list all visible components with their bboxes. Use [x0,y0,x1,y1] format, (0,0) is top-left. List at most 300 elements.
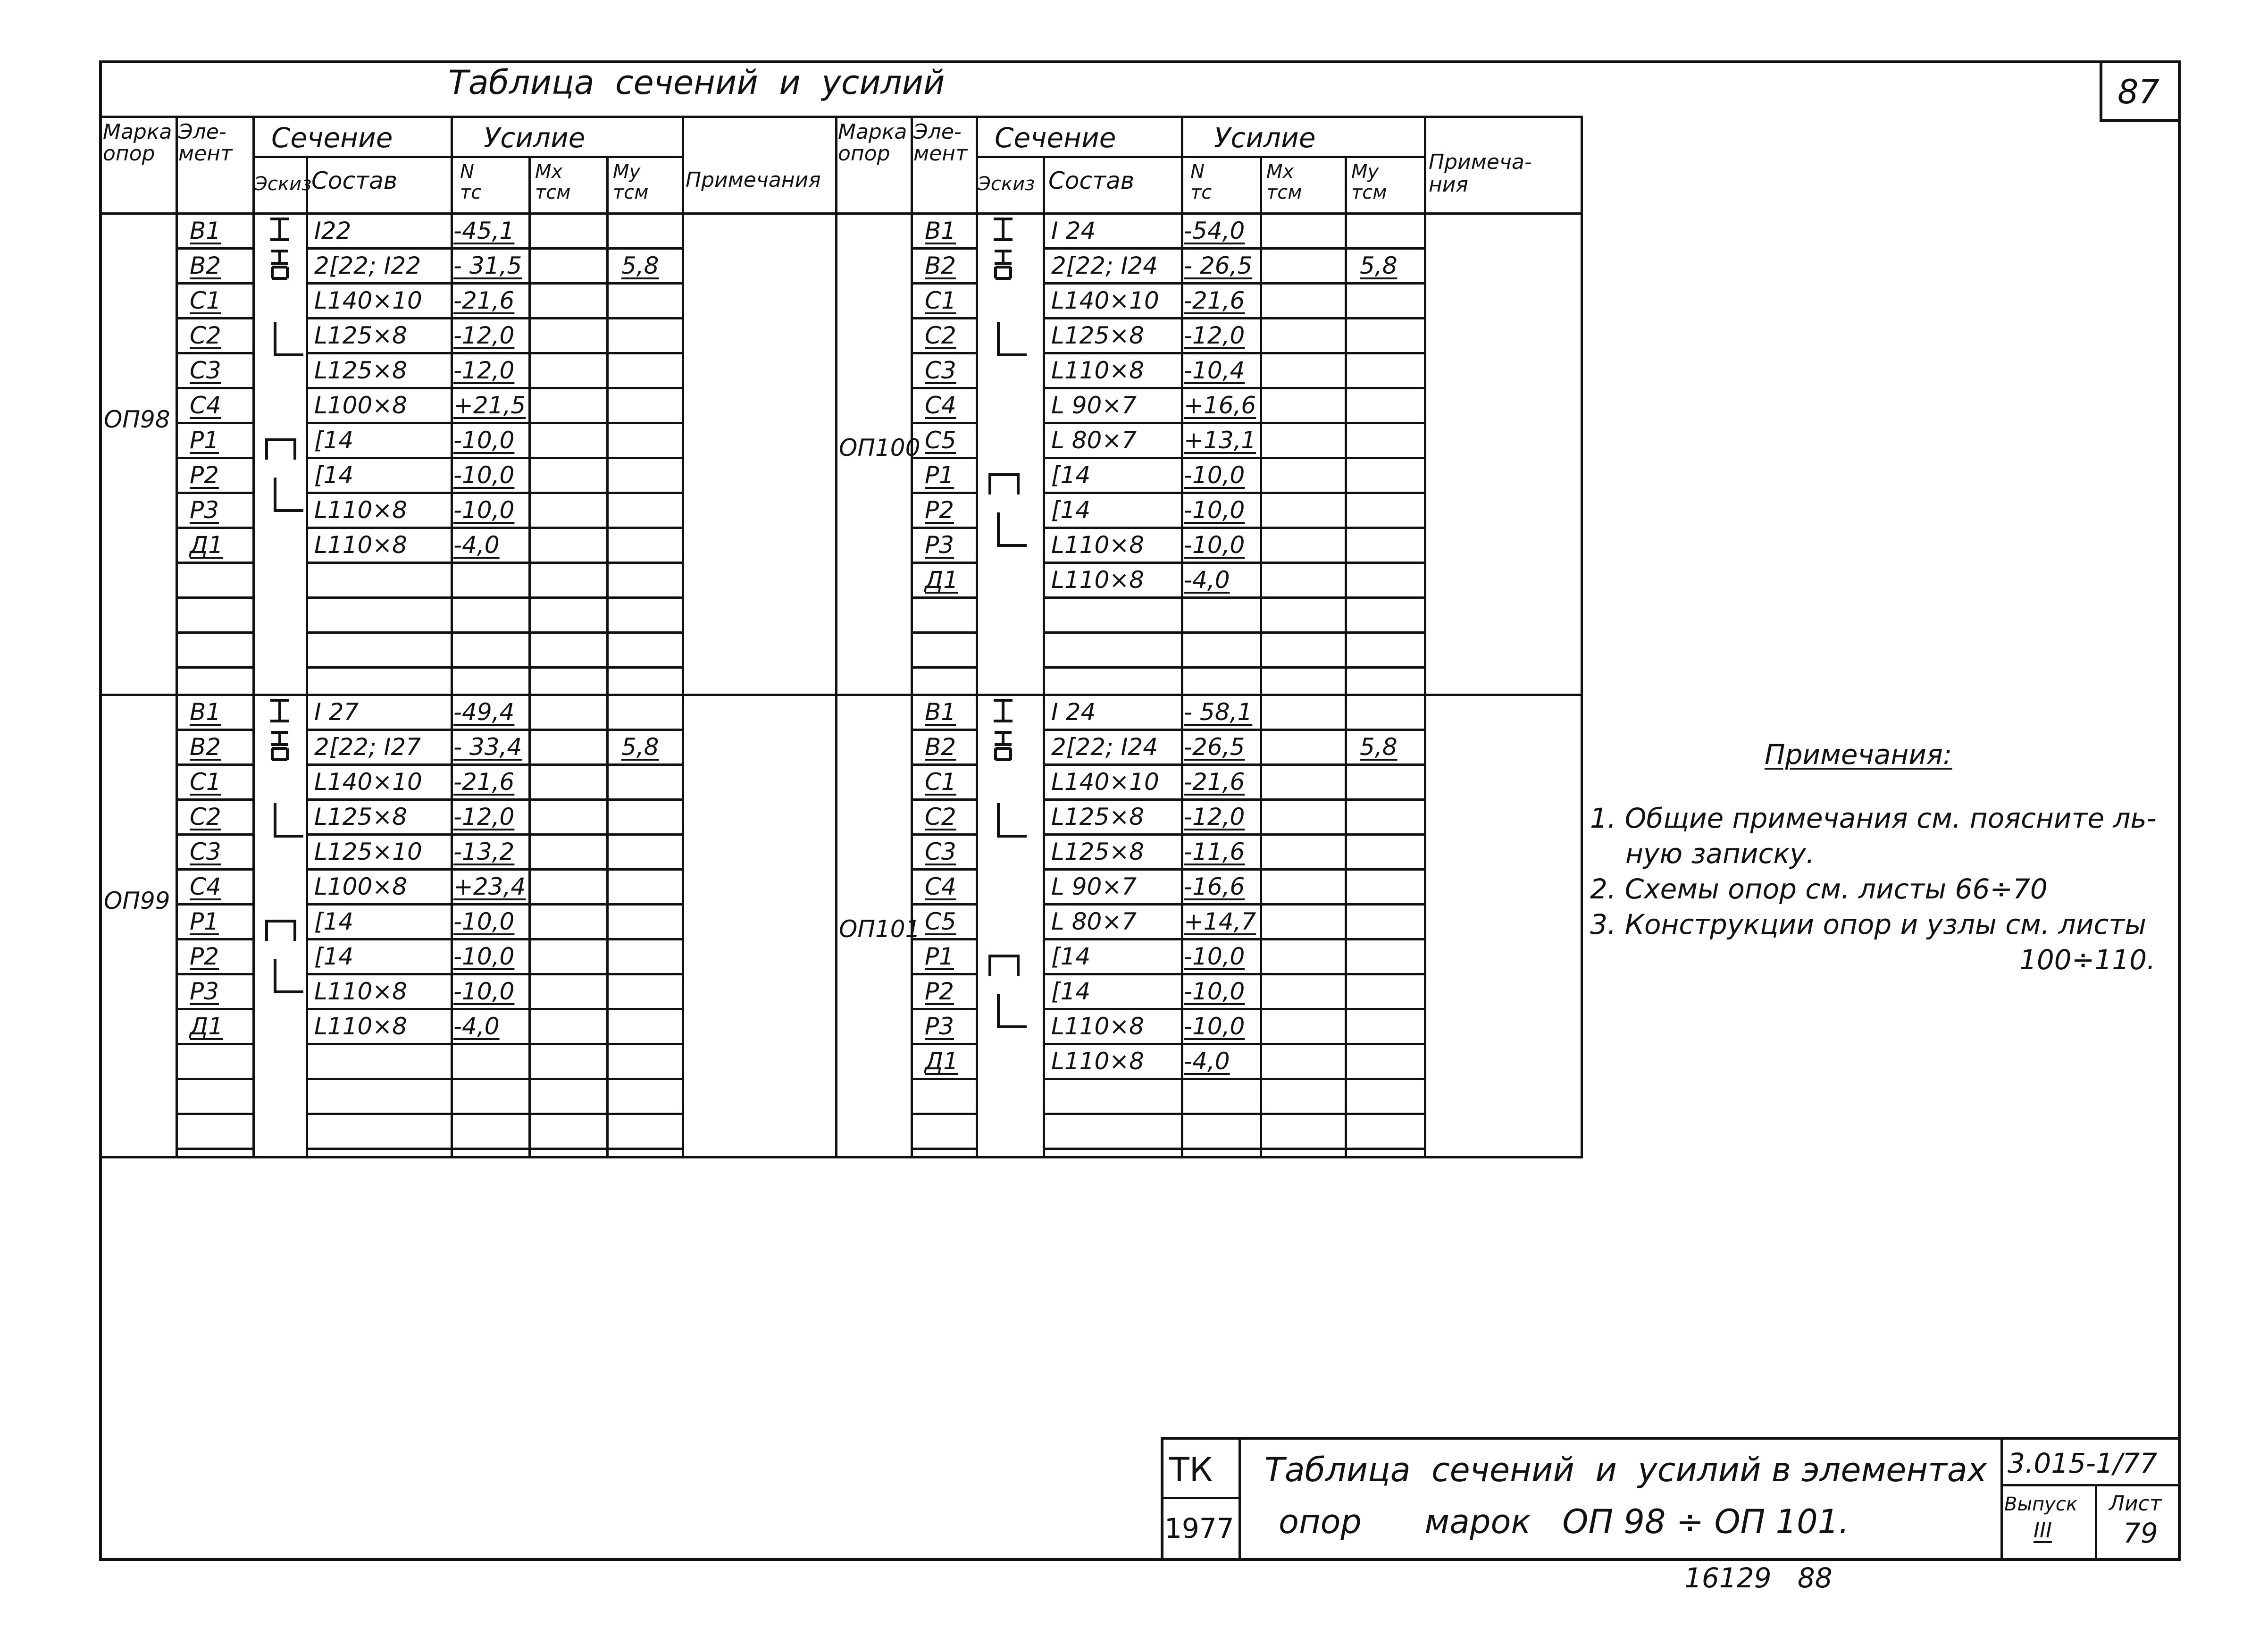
row-rule [911,729,976,731]
col-rule [306,156,308,1156]
row-rule [176,596,252,599]
compound-section-sketch-icon [989,730,1022,768]
left-n-value: -10,0 [453,461,515,489]
left-n-header: N тс [460,161,482,203]
right-n-value: -16,6 [1184,873,1245,900]
right-n-value: - 26,5 [1184,252,1253,279]
row-rule [1043,903,1424,906]
right-element-label: С1 [925,768,956,796]
row-rule [911,973,976,975]
right-n-value: -10,0 [1184,1013,1245,1040]
row-rule [306,631,682,634]
angle-section-sketch-icon [271,478,304,515]
left-element-label: В1 [190,698,221,726]
row-rule [911,868,976,871]
row-rule [911,247,976,250]
channel-section-sketch-icon [987,952,1020,990]
left-composition-value: L110×8 [314,978,407,1005]
right-element-label: С1 [925,287,956,314]
angle-section-sketch-icon [271,959,304,997]
row-rule [176,562,252,564]
row-rule [1043,973,1424,975]
stamp-issue-value: III [2034,1518,2052,1543]
row-rule [911,938,976,940]
right-element-label: С3 [925,357,956,384]
left-element-label: Д1 [190,1013,223,1040]
angle-section-sketch-icon [995,803,1028,841]
row-rule [306,729,682,731]
left-my-header: Му тсм [613,161,649,203]
table-top-rule [100,116,1583,118]
left-element-label: С4 [190,392,221,419]
left-element-label: С1 [190,287,221,314]
note-line-2: ную записку. [1625,838,1815,870]
right-composition-value: L 80×7 [1051,908,1137,935]
row-rule [176,1008,252,1010]
left-element-label: В1 [190,217,221,244]
row-rule [1043,352,1424,354]
row-rule [911,1008,976,1010]
left-element-header: Эле- мент [178,120,233,166]
right-n-value: -10,0 [1184,461,1245,489]
stamp-issue-label: Выпуск [2004,1493,2077,1515]
col-rule [911,116,913,1156]
col-rule [835,116,837,1156]
col-rule [606,156,609,1156]
right-composition-value: L125×8 [1051,803,1144,830]
right-composition-value: [14 [1051,461,1091,489]
row-rule [176,387,252,389]
row-rule [306,798,682,801]
left-n-value: -21,6 [453,287,515,314]
compound-section-sketch-icon [266,249,299,287]
left-block-mark: ОП98 [104,406,170,434]
row-rule [306,868,682,871]
right-composition-value: L125×8 [1051,322,1144,349]
right-composition-value: L110×8 [1051,1048,1144,1075]
left-composition-value: [14 [314,427,354,454]
right-sketch-header: Эскиз [978,173,1035,195]
right-n-value: -10,0 [1184,943,1245,970]
left-n-value: - 31,5 [453,252,522,279]
right-n-value: -26,5 [1184,733,1245,761]
right-element-label: В2 [925,733,956,761]
stamp-org: ТК [1169,1451,1213,1489]
col-rule [1424,116,1426,1156]
right-composition-value: 2[22; I24 [1051,733,1158,761]
section-subheader-rule [252,156,451,158]
angle-section-sketch-icon [271,322,304,360]
col-rule [1345,156,1347,1156]
stamp-title-line1: Таблица сечений и усилий в элементах [1264,1451,1987,1489]
left-composition-value: L110×8 [314,1013,407,1040]
row-rule [306,903,682,906]
row-rule [306,1078,682,1080]
right-element-label: Р1 [925,943,954,970]
compound-section-sketch-icon [989,249,1022,287]
right-element-label: С2 [925,803,956,830]
left-element-label: Р3 [190,978,219,1005]
right-n-value: -4,0 [1184,566,1230,594]
note-line-1: 1. Общие примечания см. поясните ль- [1590,802,2157,834]
left-n-value: -45,1 [453,217,515,244]
row-rule [1043,1043,1424,1045]
row-rule [306,457,682,459]
row-rule [911,763,976,766]
right-element-label: Д1 [925,1048,958,1075]
left-composition-value: [14 [314,943,354,970]
row-rule [176,317,252,319]
right-composition-value: L110×8 [1051,1013,1144,1040]
left-element-label: С1 [190,768,221,796]
left-composition-value: L125×8 [314,322,407,349]
col-rule [451,116,453,1156]
left-composition-value: L125×8 [314,803,407,830]
left-n-value: -12,0 [453,803,515,830]
left-composition-value: L110×8 [314,496,407,524]
right-composition-value: L 90×7 [1051,873,1137,900]
row-rule [911,903,976,906]
left-n-value: -12,0 [453,322,515,349]
left-composition-value: L100×8 [314,873,407,900]
left-sketch-header: Эскиз [254,173,312,195]
right-n-value: -21,6 [1184,287,1245,314]
row-rule [306,596,682,599]
ibeam-section-sketch-icon [989,696,1022,734]
row-rule [1043,282,1424,285]
left-composition-value: L100×8 [314,392,407,419]
row-rule [176,903,252,906]
row-rule [306,562,682,564]
row-rule [911,317,976,319]
left-block-mark: ОП99 [104,887,170,915]
left-force-header: Усилие [484,122,586,154]
left-my-value: 5,8 [621,733,659,761]
row-rule [911,1078,976,1080]
left-element-label: Р2 [190,461,219,489]
right-composition-value: I 24 [1051,217,1096,244]
row-rule [1043,798,1424,801]
force-subheader-rule [1181,156,1424,158]
row-rule [911,457,976,459]
right-element-label: С4 [925,873,956,900]
row-rule [1043,387,1424,389]
channel-section-sketch-icon [987,471,1020,509]
col-rule [682,116,684,1156]
row-rule [176,457,252,459]
col-rule [252,116,255,1156]
ibeam-section-sketch-icon [266,215,299,253]
left-n-value: -10,0 [453,908,515,935]
left-mark-header: Марка опор [103,120,172,166]
right-n-value: -10,4 [1184,357,1245,384]
left-composition-value: L125×10 [314,838,422,865]
right-element-label: Р2 [925,496,954,524]
row-rule [1043,868,1424,871]
row-rule [176,666,252,669]
header-bottom-rule [100,212,1583,215]
row-rule [176,868,252,871]
row-rule [1043,1008,1424,1010]
right-n-value: -54,0 [1184,217,1245,244]
left-composition-value: L140×10 [314,287,422,314]
right-element-label: С5 [925,908,956,935]
right-my-value: 5,8 [1360,733,1398,761]
row-rule [306,666,682,669]
right-composition-value: L110×8 [1051,357,1144,384]
right-n-value: -11,6 [1184,838,1245,865]
sheet-number: 87 [2117,73,2160,111]
left-n-value: -10,0 [453,943,515,970]
right-composition-value: [14 [1051,943,1091,970]
left-n-value: +23,4 [453,873,526,900]
row-rule [911,833,976,836]
right-composition-value: L125×8 [1051,838,1144,865]
right-element-header: Эле- мент [913,120,968,166]
row-rule [911,527,976,529]
row-rule [176,631,252,634]
row-rule [1043,422,1424,424]
row-rule [306,938,682,940]
left-element-label: С2 [190,803,221,830]
left-composition-value: I22 [314,217,351,244]
left-n-value: +21,5 [453,392,526,419]
right-element-label: С3 [925,838,956,865]
left-composition-value: 2[22; I22 [314,252,421,279]
stamp-year: 1977 [1164,1512,1234,1544]
left-n-value: -10,0 [453,427,515,454]
row-rule [176,527,252,529]
row-rule [306,317,682,319]
left-n-value: -21,6 [453,768,515,796]
right-n-value: -12,0 [1184,803,1245,830]
block-separator-rule [100,694,1583,696]
row-rule [176,282,252,285]
row-rule [1043,1078,1424,1080]
left-my-value: 5,8 [621,252,659,279]
stamp-title-line2: опор марок ОП 98 ÷ ОП 101. [1279,1502,1850,1541]
left-element-label: С2 [190,322,221,349]
right-element-label: Р3 [925,1013,954,1040]
right-composition-header: Состав [1048,167,1135,194]
row-rule [911,1148,976,1150]
right-composition-value: L110×8 [1051,531,1144,559]
left-element-label: С4 [190,873,221,900]
row-rule [176,1113,252,1115]
row-rule [1043,562,1424,564]
row-rule [306,973,682,975]
row-rule [176,492,252,494]
right-n-value: +13,1 [1184,427,1256,454]
right-composition-value: I 24 [1051,698,1096,726]
angle-section-sketch-icon [995,512,1028,550]
row-rule [176,833,252,836]
left-composition-value: 2[22; I27 [314,733,421,761]
row-rule [176,352,252,354]
right-block-mark: ОП101 [839,915,921,943]
row-rule [306,422,682,424]
row-rule [176,938,252,940]
right-my-header: Му тсм [1351,161,1387,203]
row-rule [1043,666,1424,669]
row-rule [1043,457,1424,459]
row-rule [911,596,976,599]
force-subheader-rule [451,156,682,158]
left-n-value: -4,0 [453,531,500,559]
left-composition-value: I 27 [314,698,359,726]
right-composition-value: L 80×7 [1051,427,1137,454]
row-rule [306,1148,682,1150]
right-element-label: Р2 [925,978,954,1005]
row-rule [1043,763,1424,766]
row-rule [1043,631,1424,634]
left-composition-value: L125×8 [314,357,407,384]
left-n-value: -12,0 [453,357,515,384]
row-rule [306,352,682,354]
left-composition-value: [14 [314,461,354,489]
row-rule [911,387,976,389]
col-rule [176,116,178,1156]
right-composition-value: L110×8 [1051,566,1144,594]
row-rule [911,562,976,564]
left-notes-header: Примечания [686,168,821,192]
table-title: Таблица сечений и усилий [448,63,945,102]
right-element-label: С2 [925,322,956,349]
row-rule [911,1043,976,1045]
angle-section-sketch-icon [271,803,304,841]
right-element-label: В1 [925,698,956,726]
angle-section-sketch-icon [995,994,1028,1032]
stamp-sheet-label: Лист [2109,1492,2162,1516]
table-bottom-rule [100,1156,1583,1158]
row-rule [1043,833,1424,836]
left-n-value: -49,4 [453,698,515,726]
row-rule [306,527,682,529]
right-composition-value: [14 [1051,978,1091,1005]
channel-section-sketch-icon [264,436,297,474]
left-composition-value: L110×8 [314,531,407,559]
right-element-label: С4 [925,392,956,419]
right-mark-header: Марка опор [838,120,907,166]
note-line-3: 2. Схемы опор см. листы 66÷70 [1590,873,2048,905]
row-rule [306,1043,682,1045]
right-n-value: -10,0 [1184,496,1245,524]
right-n-value: -4,0 [1184,1048,1230,1075]
left-element-label: Р1 [190,427,219,454]
right-n-value: +14,7 [1184,908,1256,935]
col-rule [1181,116,1183,1156]
row-rule [176,422,252,424]
right-composition-value: L140×10 [1051,768,1159,796]
row-rule [306,1113,682,1115]
right-element-label: Р3 [925,531,954,559]
row-rule [306,833,682,836]
right-notes-header: Примеча- ния [1429,150,1532,197]
right-element-label: В1 [925,217,956,244]
left-element-label: С3 [190,838,221,865]
row-rule [176,1078,252,1080]
left-n-value: -10,0 [453,978,515,1005]
row-rule [1043,729,1424,731]
left-composition-header: Состав [311,167,398,194]
row-rule [911,492,976,494]
right-n-value: -12,0 [1184,322,1245,349]
left-n-value: -4,0 [453,1013,500,1040]
notes-title: Примечания: [1765,738,1952,771]
right-composition-value: 2[22; I24 [1051,252,1158,279]
row-rule [176,247,252,250]
right-my-value: 5,8 [1360,252,1398,279]
row-rule [911,422,976,424]
footer-code: 16129 88 [1684,1562,1833,1594]
right-element-label: Р1 [925,461,954,489]
right-n-header: N тс [1190,161,1212,203]
left-element-label: Р3 [190,496,219,524]
row-rule [306,492,682,494]
row-rule [1043,317,1424,319]
left-n-value: - 33,4 [453,733,522,761]
row-rule [176,729,252,731]
section-subheader-rule [976,156,1181,158]
row-rule [1043,596,1424,599]
right-element-label: Д1 [925,566,958,594]
left-element-label: Р1 [190,908,219,935]
left-element-label: Р2 [190,943,219,970]
row-rule [176,1148,252,1150]
left-n-value: -10,0 [453,496,515,524]
left-element-label: В2 [190,252,221,279]
right-n-value: -10,0 [1184,531,1245,559]
row-rule [1043,938,1424,940]
row-rule [306,247,682,250]
row-rule [306,1008,682,1010]
row-rule [911,352,976,354]
ibeam-section-sketch-icon [989,215,1022,253]
col-rule [976,116,978,1156]
right-section-header: Сечение [995,122,1116,154]
right-composition-value: L140×10 [1051,287,1159,314]
row-rule [176,798,252,801]
stamp-sheet-value: 79 [2123,1517,2158,1549]
col-rule [528,156,531,1156]
stamp-series: 3.015-1/77 [2008,1447,2158,1479]
row-rule [306,763,682,766]
left-element-label: В2 [190,733,221,761]
left-mx-header: Мх тсм [535,161,571,203]
left-composition-value: L140×10 [314,768,422,796]
col-rule [1260,156,1262,1156]
right-n-value: -10,0 [1184,978,1245,1005]
left-element-label: С3 [190,357,221,384]
right-n-value: +16,6 [1184,392,1256,419]
row-rule [1043,247,1424,250]
right-composition-value: [14 [1051,496,1091,524]
row-rule [911,282,976,285]
right-block-mark: ОП100 [839,434,921,461]
angle-section-sketch-icon [995,322,1028,360]
row-rule [306,282,682,285]
row-rule [911,798,976,801]
col-rule [1043,156,1045,1156]
right-mx-header: Мх тсм [1266,161,1302,203]
left-section-header: Сечение [271,122,393,154]
row-rule [1043,492,1424,494]
row-rule [176,973,252,975]
left-element-label: Д1 [190,531,223,559]
note-line-4: 3. Конструкции опор и узлы см. листы [1590,908,2147,940]
row-rule [306,387,682,389]
left-composition-value: [14 [314,908,354,935]
